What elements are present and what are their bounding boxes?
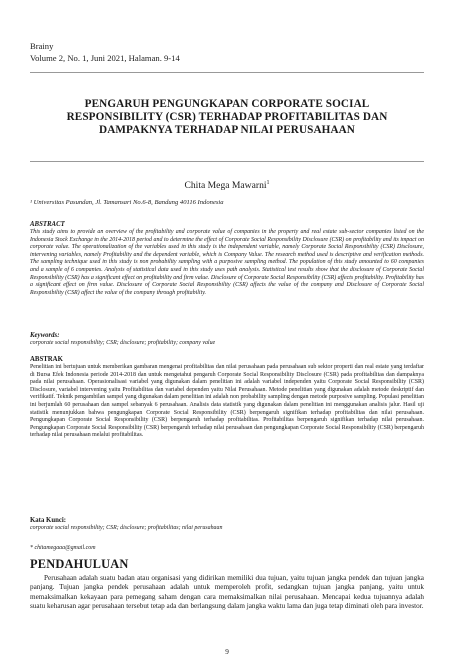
abstract-text: This study aims to provide an overview of the profitability and corporate value of companies in the property and real estate sub-sector companies listed on the Indonesia Stock Exchange in the 2014-2018 period and to determine the effect of Corporate Social Responsibility Disclosure (CSR) on profitability and its impact on corporate value. The operationalization of the variables used in this study is the independent variable, namely Corporate Social Responsibility (CSR) Disclosure, intervening variables, namely Profitability and the dependent variable, which is Company Value. The research method used is descriptive and verification methods. The sampling technique used in this study is non probability sampling with a purposive sampling method. The population of this study amounted to 60 companies and a sample of 6 companies. Analysis of statistical data used in this study uses path analysis. Statistical test results show that the disclosure of Corporate Social Responsibility (CSR) has a significant effect on profitability and firm value. Disclosure of Corporate Social Responsibility (CSR) affects profitability. Profitability has a significant effect on firm value. Disclosure of Corporate Social Responsibility (CSR) affects the value of the company and Disclosure of Corporate Social Responsibility (CSR) affect the value of the company through profitability.: [30, 229, 424, 296]
intro-heading: PENDAHULUAN: [30, 557, 129, 571]
author-affiliation: ¹ Universitas Pasundan, Jl. Tamansari No.6-8, Bandung 40116 Indonesia: [30, 199, 224, 206]
author-line: [0, 180, 454, 191]
journal-volume: Volume 2, No. 1, Juni 2021, Halaman. 9-14: [30, 53, 180, 63]
header-divider: [30, 72, 424, 73]
page-number: 9: [225, 648, 229, 656]
title-divider: [30, 161, 424, 162]
paper-title: [40, 98, 414, 137]
abstrak-text: Penelitian ini bertujuan untuk memberikan gambaran mengenai profitabilitas dan nilai perusahaan pada perusahaan sub sektor properti dan real estate yang terdaftar di Bursa Efek Indonesia periode 2014-2018 dan untuk mengetahui pengaruh Corporate Social Responsibility Disclosure (CSR) pada profitabilitas dan dampaknya pada nilai perusahaan. Operasionalisasi variabel yang digunakan dalam penelitian ini adalah variabel independen yaitu Corporate Social Responsibility (CSR) Disclosure, variabel intervening yaitu Profitabilitas dan variabel dependen yaitu Nilai Perusahaan. Metode penelitian yang digunakan adalah metode deskriptif dan verifikatif. Teknik pengambilan sampel yang digunakan dalam penelitian ini adalah non probability sampling dengan metode purposive sampling. Populasi penelitian ini berjumlah 60 perusahaan dan sampel sebanyak 6 perusahaan. Analisis data statistik yang digunakan dalam penelitian ini menggunakan analisis jalur. Hasil uji statistik menunjukkan bahwa pengungkapan Corporate Social Responsibility (CSR) berpengaruh signifikan terhadap profitabilitas dan nilai perusahaan. Pengungkapan Corporate Social Responsibility (CSR) berpengaruh terhadap profitabilitas. Profitabilitas berpengaruh signifikan terhadap nilai perusahaan. Pengungkapan Corporate Social Responsibility (CSR) berpengaruh terhadap nilai perusahaan dan pengungkapan Corporate Social Responsibility (CSR) berpengaruh terhadap nilai perusahaan melalui profitabilitas.: [30, 364, 424, 439]
intro-text: Perusahaan adalah suatu badan atau organisasi yang didirikan memiliki dua tujuan, yaitu tujuan jangka pendek dan tujuan jangka panjang. Tujuan jangka pendek perusahaan adalah untuk memperoleh profit, sedangkan tujuan jangka panjang, yaitu untuk memaksimalkan kekayaan para pemegang saham dengan cara memaksimalkan nilai perusahaan. Mencapai kedua tujuannya adalah suatu keharusan agar perusahaan tersebut tetap ada dan berlangsung dalam jangka waktu lama dan juga tetap diminati oleh para investor.: [30, 574, 424, 610]
journal-name: Brainy: [30, 41, 54, 51]
title-line-3: DAMPAKNYA TERHADAP NILAI PERUSAHAAN: [99, 124, 355, 136]
author-sup: 1: [266, 180, 270, 186]
kata-kunci-heading: Kata Kunci:: [30, 517, 67, 524]
title-line-2: RESPONSIBILITY (CSR) TERHADAP PROFITABILITAS DAN: [66, 111, 388, 123]
abstrak-heading: ABSTRAK: [30, 356, 63, 363]
author-email: * chitamegaaa@gmail.com: [30, 545, 96, 551]
kata-kunci-text: corporate social responsibility; CSR; disclosure; profitabilitas; nilai perusahaan: [30, 525, 223, 531]
keywords-heading: Keywords:: [30, 332, 60, 339]
journal-header: [30, 40, 180, 64]
abstract-heading: ABSTRACT: [30, 221, 65, 228]
author-name: Chita Mega Mawarni: [184, 180, 267, 192]
keywords-text: corporate social responsibility; CSR; disclosure; profitability; company value: [30, 340, 216, 346]
title-line-1: PENGARUH PENGUNGKAPAN CORPORATE SOCIAL: [84, 98, 370, 110]
